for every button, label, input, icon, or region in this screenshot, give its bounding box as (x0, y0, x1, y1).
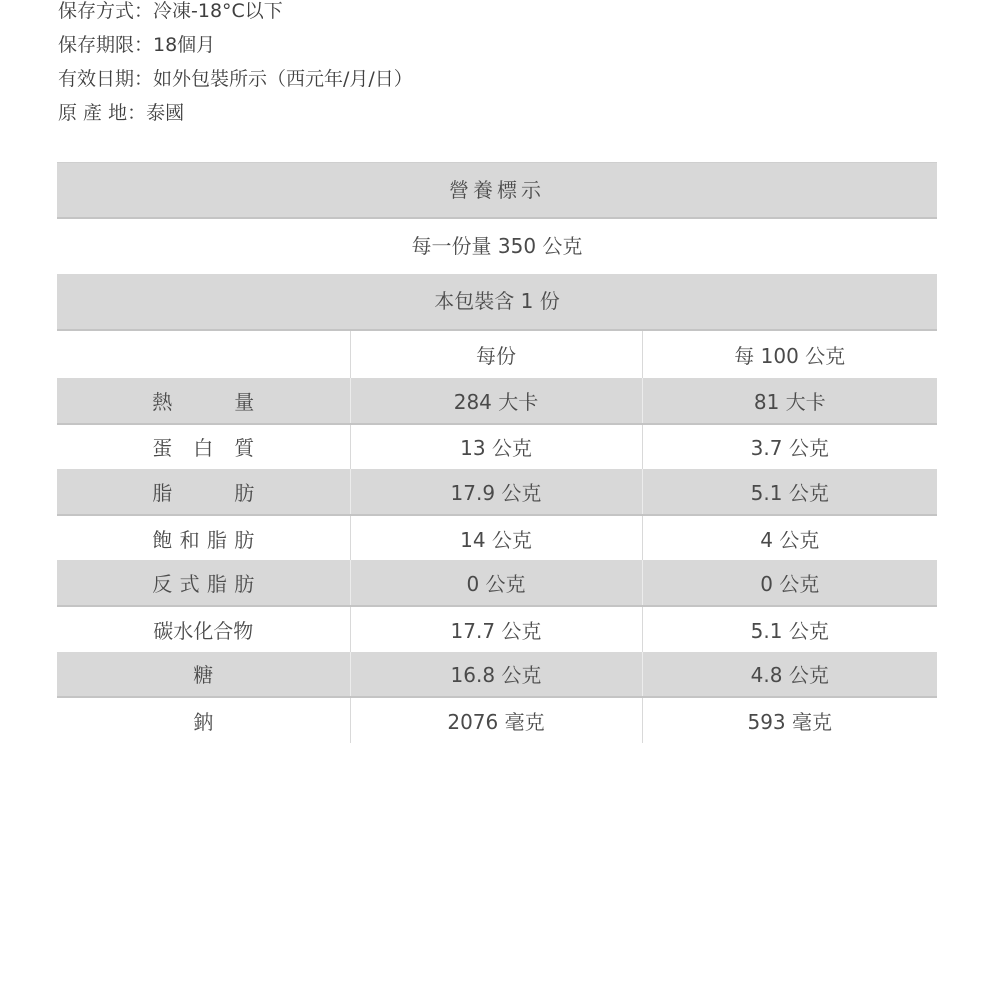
nutrient-label-cell (57, 424, 350, 470)
nutrient-label: 蛋白質 (152, 436, 255, 461)
nutrition-table (57, 331, 937, 743)
nutrient-label-cell (57, 652, 350, 698)
shelf-life: 保存期限：18個月 (58, 34, 216, 56)
per-100g-value: 0 公克 (642, 560, 937, 606)
per-serving-value: 14 公克 (350, 515, 642, 561)
expiry-date: 有效日期：如外包裝所示（西元年/月/日） (58, 68, 413, 90)
per-serving-value: 17.7 公克 (350, 606, 642, 652)
nutrition-facts-panel (57, 162, 937, 743)
nutrient-label-cell (57, 560, 350, 606)
servings-per-pack: 本包裝含 1 份 (57, 274, 937, 331)
serving-size: 每一份量 350 公克 (411, 234, 583, 258)
table-row (57, 697, 937, 743)
column-header-nutrient (57, 331, 350, 378)
table-row (57, 469, 937, 515)
per-100g-value: 593 毫克 (642, 697, 937, 743)
per-100g-value: 4.8 公克 (642, 652, 937, 698)
product-info (58, 0, 658, 130)
per-serving-value: 13 公克 (350, 424, 642, 470)
storage-method: 保存方式：冷凍-18°C以下 (58, 0, 283, 22)
country-of-origin: 原 產 地：泰國 (58, 102, 185, 124)
table-row (57, 652, 937, 698)
nutrient-label: 反式脂肪 (152, 572, 255, 597)
table-row (57, 378, 937, 424)
per-serving-value: 0 公克 (350, 560, 642, 606)
per-100g-value: 4 公克 (642, 515, 937, 561)
per-100g-value: 5.1 公克 (642, 469, 937, 515)
per-serving-value: 16.8 公克 (350, 652, 642, 698)
nutrient-label-cell (57, 515, 350, 561)
nutrition-header-row (57, 331, 937, 378)
nutrient-label-cell (57, 697, 350, 743)
per-serving-value: 2076 毫克 (350, 697, 642, 743)
nutrient-label: 脂肪 (152, 480, 255, 505)
per-serving-value: 17.9 公克 (350, 469, 642, 515)
table-row (57, 606, 937, 652)
column-header-per-100g: 每 100 公克 (642, 331, 937, 378)
per-100g-value: 5.1 公克 (642, 606, 937, 652)
per-100g-value: 81 大卡 (642, 378, 937, 424)
table-row (57, 424, 937, 470)
nutrient-label-cell (57, 378, 350, 424)
nutrient-label-cell (57, 606, 350, 652)
per-100g-value: 3.7 公克 (642, 424, 937, 470)
nutrient-label: 碳水化合物 (153, 618, 254, 643)
table-row (57, 515, 937, 561)
nutrient-label: 飽和脂肪 (152, 527, 255, 552)
nutrition-rows (57, 378, 937, 743)
table-row (57, 560, 937, 606)
column-header-per-serving: 每份 (350, 331, 642, 378)
nutrition-title: 營養標示 (57, 162, 937, 219)
nutrient-label: 鈉 (193, 709, 214, 734)
nutrient-label-cell (57, 469, 350, 515)
nutrient-label: 熱量 (152, 389, 255, 414)
nutrient-label: 糖 (193, 663, 214, 688)
per-serving-value: 284 大卡 (350, 378, 642, 424)
